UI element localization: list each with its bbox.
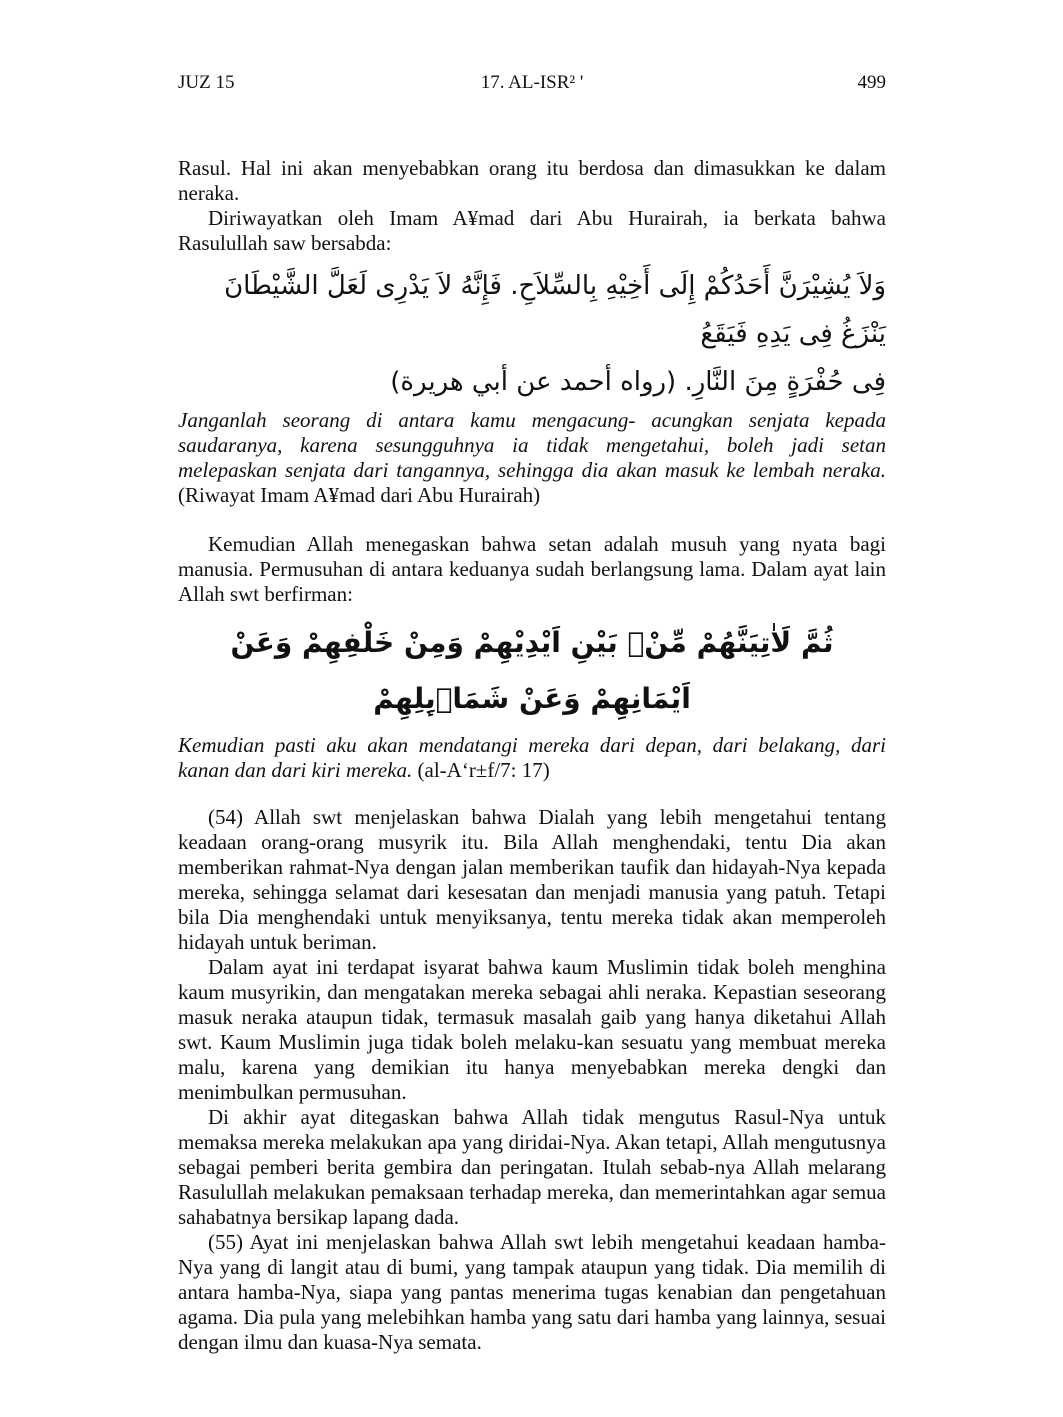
document-page (178, 72, 886, 1355)
hadith-translation-text: Janganlah seorang di antara kamu mengacung- acungkan senjata kepada saudaranya, karena sesungguhnya ia tidak mengetahui, boleh jadi setan melepaskan senjata dari tangannya, sehingga dia akan masuk ke lembah neraka. (178, 408, 886, 482)
paragraph-continuation: Rasul. Hal ini akan menyebabkan orang itu berdosa dan dimasukkan ke dalam neraka. (178, 156, 886, 205)
ayah-translation-text: Kemudian pasti aku akan mendatangi mereka dari depan, dari belakang, dari kanan dan dari kiri mereka. (178, 733, 886, 782)
surah-title: 17. AL-ISR² ' (480, 72, 584, 93)
hadith-reference: (Riwayat Imam A¥mad dari Abu Hurairah) (178, 483, 541, 507)
paragraph-isyarat: Dalam ayat ini terdapat isyarat bahwa kaum Muslimin tidak boleh menghina kaum musyrikin, dan mengatakan mereka sebagai ahli neraka. Kepastian seseorang masuk neraka ataupun tidak, termasuk masalah gaib yang hanya diketahui Allah swt. Kaum Muslimin juga tidak boleh melaku-kan sesuatu yang membuat mereka malu, karena yang demikian itu hanya menyebabkan mereka dengki dan menimbulkan permusuhan. (178, 955, 886, 1104)
paragraph-55: (55) Ayat ini menjelaskan bahwa Allah swt lebih mengetahui keadaan hamba-Nya yang di langit atau di bumi, yang tampak ataupun yang tidak. Dia memilih di antara hamba-Nya, siapa yang pantas menerima tugas kenabian dan pengetahuan agama. Dia pula yang melebihkan hamba yang satu dari hamba yang lainnya, sesuai dengan ilmu dan kuasa-Nya semata. (178, 1230, 886, 1354)
paragraph-akhir-ayat: Di akhir ayat ditegaskan bahwa Allah tidak mengutus Rasul-Nya untuk memaksa mereka melakukan apa yang diridai-Nya. Akan tetapi, Allah mengutusnya sebagai pemberi berita gembira dan peringatan. Itulah sebab-nya Allah melarang Rasulullah melakukan pemaksaan terhadap mereka, dan memerintahkan agar semua sahabatnya bersikap lapang dada. (178, 1105, 886, 1229)
juz-label: JUZ 15 (178, 72, 235, 93)
paragraph-54: (54) Allah swt menjelaskan bahwa Dialah yang lebih mengetahui tentang keadaan orang-orang musyrik itu. Bila Allah menghendaki, tentu Dia akan memberikan rahmat-Nya dengan jalan memberikan taufik dan hidayah-Nya kepada mereka, sehingga selamat dari kesesatan dan menjadi manusia yang patuh. Tetapi bila Dia menghendaki untuk menyiksanya, tentu mereka tidak akan memperoleh hidayah untuk beriman. (178, 805, 886, 954)
hadith-translation (178, 408, 886, 508)
paragraph-hadith-intro: Diriwayatkan oleh Imam A¥mad dari Abu Hurairah, ia berkata bahwa Rasulullah saw bersabda: (178, 206, 886, 255)
hadith-arabic-line-1: وَلاَ يُشِيْرَنَّ أَحَدُكُمْ إِلَى أَخِيْهِ بِالسِّلاَحِ. فَإِنَّهُ لاَ يَدْرِى لَعَلَّ الشَّيْطَانَ يَنْزَغُ فِى يَدِهِ فَيَقَعُ (224, 271, 886, 349)
ayah-translation (178, 733, 886, 783)
page-number: 499 (857, 72, 886, 93)
paragraph-setan: Kemudian Allah menegaskan bahwa setan adalah musuh yang nyata bagi manusia. Permusuhan di antara keduanya sudah berlangsung lama. Dalam ayat lain Allah swt berfirman: (178, 532, 886, 606)
hadith-arabic (178, 262, 886, 406)
quran-ayah-arabic: ثُمَّ لَاٰتِيَنَّهُمْ مِّنْۢ بَيْنِ اَيْدِيْهِمْ وَمِنْ خَلْفِهِمْ وَعَنْ اَيْمَانِهِمْ وَعَنْ شَمَاۤىِٕلِهِمْ (230, 626, 834, 715)
spacer (178, 508, 886, 532)
page-body (178, 156, 886, 1355)
spacer (178, 783, 886, 805)
hadith-arabic-line-2: فِى حُفْرَةٍ مِنَ النَّارِ. (رواه أحمد عن أبي هريرة) (390, 367, 886, 397)
running-header (178, 72, 886, 102)
ayah-reference: (al-A‘r±f/7: 17) (412, 758, 550, 782)
